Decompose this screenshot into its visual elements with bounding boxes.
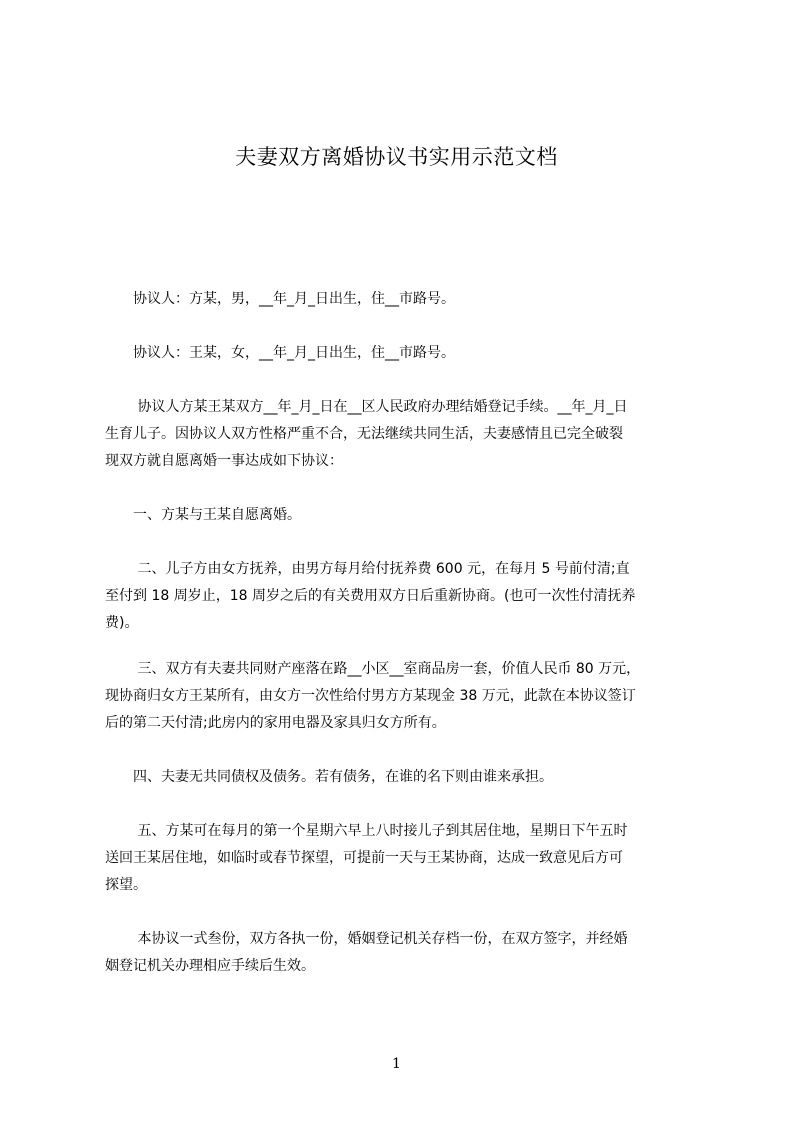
clause-4: [105, 764, 700, 791]
paragraph-party-2: [105, 340, 700, 367]
paragraph-line: 二、儿子方由女方抚养，由男方每月给付抚养费 600 元，在每月 5 号前付清;直: [105, 561, 630, 577]
paragraph-line: 三、双方有夫妻共同财产座落在路__小区__室商品房一套，价值人民币 80 万元，: [105, 661, 641, 677]
paragraph-line: 后的第二天付清;此房内的家用电器及家具归女方所有。: [105, 715, 446, 731]
paragraph-line: 探望。: [105, 877, 147, 893]
clause-1: [105, 502, 700, 529]
paragraph-line: 协议人：王某，女，__年_月_日出生，住__市路号。: [105, 345, 455, 361]
paragraph-preamble: [105, 394, 700, 475]
paragraph-line: 本协议一式叁份，双方各执一份，婚姻登记机关存档一份，在双方签字，并经婚: [105, 931, 628, 947]
paragraph-line: 协议人方某王某双方__年_月_日在__区人民政府办理结婚登记手续。__年_月_日: [105, 399, 628, 415]
paragraph-line: 送回王某居住地，如临时或春节探望，可提前一天与王某协商，达成一致意见后方可: [105, 850, 623, 866]
paragraph-party-1: [105, 286, 700, 313]
paragraph-line: 生育儿子。因协议人双方性格严重不合，无法继续共同生活，夫妻感情且已完全破裂: [105, 426, 623, 442]
paragraph-line: 协议人：方某，男，__年_月_日出生，住__市路号。: [105, 291, 455, 307]
clause-2: [105, 556, 700, 637]
document-title: 夫妻双方离婚协议书实用示范文档: [235, 145, 558, 169]
page-number: 1: [392, 1056, 401, 1072]
paragraph-line: 至付到 18 周岁止，18 周岁之后的有关费用双方日后重新协商。(也可一次性付清抚养: [105, 588, 636, 604]
paragraph-line: 五、方某可在每月的第一个星期六早上八时接儿子到其居住地，星期日下午五时: [105, 823, 628, 839]
paragraph-line: 现双方就自愿离婚一事达成如下协议：: [105, 453, 343, 469]
paragraph-closing: [105, 926, 700, 980]
paragraph-line: 费)。: [105, 615, 139, 631]
paragraph-line: 姻登记机关办理相应手续后生效。: [105, 958, 315, 974]
clause-3: [105, 656, 700, 737]
clause-5: [105, 818, 700, 899]
paragraph-line: 现协商归女方王某所有，由女方一次性给付男方方某现金 38 万元，此款在本协议签订: [105, 688, 636, 704]
paragraph-line: 四、夫妻无共同债权及债务。若有债务，在谁的名下则由谁来承担。: [105, 769, 553, 785]
paragraph-line: 一、方某与王某自愿离婚。: [105, 507, 301, 523]
